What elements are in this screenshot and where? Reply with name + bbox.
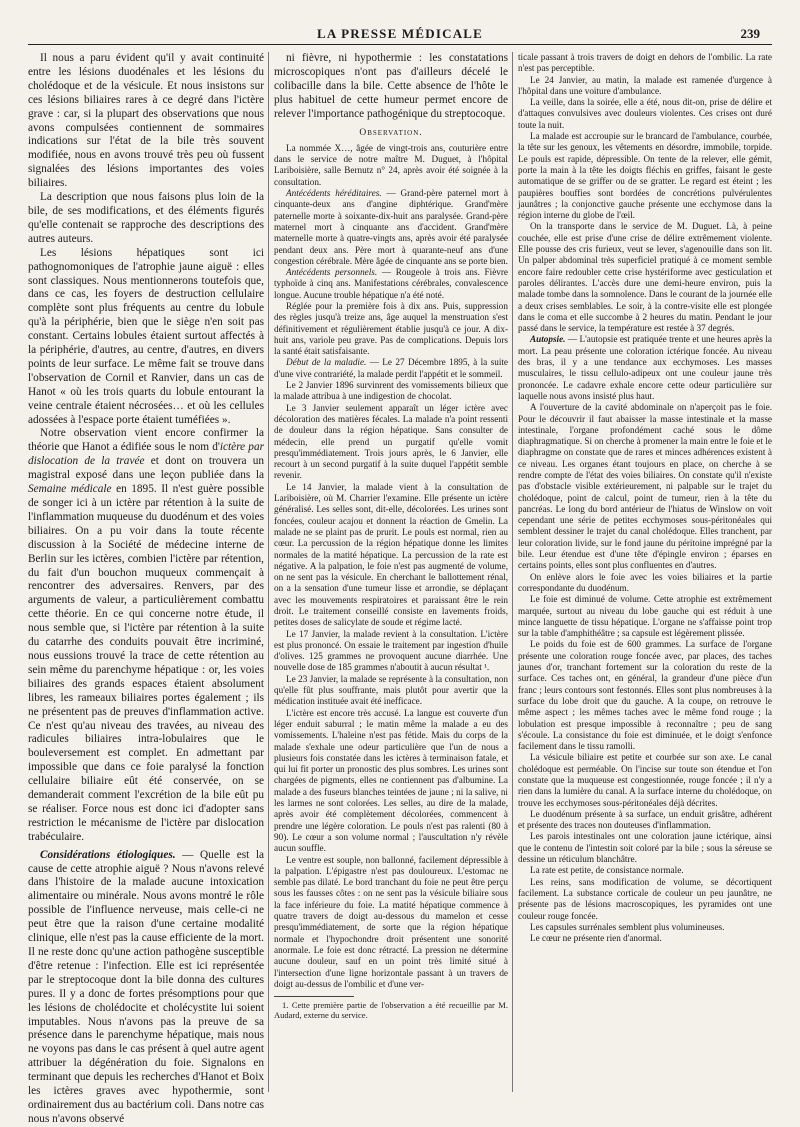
paragraph: Le 17 Janvier, la malade revient à la consultation. L'ictère est plus prononcé. On essaie le traitement par ingestion d'huile d'olives. 125 grammes ne provoquent aucune diarrhée. Une nouvelle dose de 185 grammes n'aboutit à aucun résultat ¹. (274, 628, 508, 673)
paragraph: Le 24 Janvier, au matin, la malade est ramenée d'urgence à l'hôpital dans une voiture d'ambulance. (518, 74, 772, 96)
paragraph: Il nous a paru évident qu'il y avait continuité entre les lésions duodénales et les lésions du cholédoque et de la vésicule. Et nous insistons sur ces lésions biliaires rares à ce degré dans l'ictère grave : car, si la plupart des observations que nous avons compulsées contiennent de sommaires indications sur l'état de la bile très souvent modifiée, nous en avons trouvé très peu où fussent signalées des lésions importantes des voies biliaires. (28, 52, 264, 190)
paragraph: Les reins, sans modification de volume, se décortiquent facilement. La substance corticale de couleur un peu jaunâtre, ne présente pas de lésions macroscopiques, les pyramides ont une couleur rouge foncée. (518, 876, 772, 921)
paragraph: La malade est accroupie sur le brancard de l'ambulance, courbée, la tête sur les genoux, les vêtements en désordre, immobile, torpide. Le pouls est rapide, dépressible. On tente de la relever, elle gémit, porte la main à la tête les doigts fléchis en griffes, faisant le geste automatique de se griffer ou de se gratter. Le regard est éteint ; les paupières bouffies sont bordées de concrétions pulvérulentes jaunâtres ; la conjonctive gauche présente une ecchymose dans la région interne du globe de l'œil. (518, 131, 772, 221)
section-heading: Considérations étiologiques. (40, 848, 176, 861)
paragraph: La rate est petite, de consistance normale. (530, 865, 684, 876)
observation-heading: Observation. (359, 127, 423, 138)
paragraph: L'ictère est encore très accusé. La langue est couverte d'un léger enduit saburral ; le matin même la malade a eu des vomissements. L'haleine n'est pas fétide. Mais du corps de la malade s'exhale une odeur particulière que l'un de nous a plusieurs fois constatée dans les ictères à terminaison fatale, et qui lui fit porter un pronostic des plus sombres. Les urines sont chargées de pigments, elles ne contiennent pas d'albumine. La malade a des fuseurs blanches teintées de jaune ; ni la salive, ni les larmes ne sont colorées. Les selles, au dire de la malade, après avoir été complètement décolorées, commencent à prendre une légère coloration. Le pouls n'est pas ralenti (80 à 90). Le cœur a son volume normal ; l'auscultation n'y révèle aucun souffle. (274, 707, 508, 854)
paragraph (28, 849, 264, 1127)
page-header (0, 0, 800, 46)
italic-term: Semaine médicale (28, 483, 112, 496)
text: — Grand-père paternel mort à cinquante-deux ans d'angine diphtérique. Grand'mère paternelle morte à soixante-dix-huit ans paralysée. Grand-père maternel mort à cinquante ans d'accident. Grand'mère maternelle morte à quatre-vingts ans, après avoir été paralysée pendant deux ans. Père mort à quarante-neuf ans d'une congestion cérébrale. Mère âgée de cinquante ans se porte bien. (274, 188, 508, 266)
paragraph: A l'ouverture de la cavité abdominale on n'aperçoit pas le foie. Pour le découvrir il faut abaisser la masse intestinale et la masse intestinale, l'organe profondément caché sous le dôme diaphragmatique. Si on cherche à promener la main entre le foie et le diaphragme on constate que de rares et minces adhérences existent à ce niveau. Les organes étant toujours en place, on cherche à se rendre compte de l'état des voies biliaires. On constate qu'il n'existe pas d'obstacle visible extérieurement, ni palpable sur le trajet du cholédoque, point de calcul, point de tumeur, rien à la tête du pancréas. Le long du bord antérieur de l'hiatus de Winslow on voit cependant une série de petites ecchymoses sous-péritonéales qui semblent dessiner le trajet du canal cholédoque. Elles tranchent, par leur coloration livide, sur le fond jaune du péritoine imprégné par la bile. Leur étendue est d'une tête d'épingle environ ; éparses en certains points, elles sont plus confluentes en d'autres. (518, 402, 772, 571)
running-title: LA PRESSE MÉDICALE (316, 26, 484, 41)
text: — Quelle est la cause de cette atrophie aiguë ? Nous n'avons relevé dans l'histoire de la malade aucune intoxication alimentaire ou minérale. Nous avons montré le rôle possible de l'influence nerveuse, mais celle-ci ne peut être que la raison d'une certaine modalité clinique, elle n'est pas la cause efficiente de la mort. Il ne reste donc qu'une action pathogène susceptible d'être retenue : l'infection. Elle est ici représentée par le streptocoque dont la bile donna des cultures pures. Il y a donc de fortes présomptions pour que les lésions de cholédocite et cholécystite lui soient imputables. Nous n'avons pas la preuve de sa présence dans le parenchyme hépatique, mais nous ne voyons pas dans le cas présent à quel autre agent attribuer la dégénération du foie. Signalons en terminant que depuis les recherches d'Hanot et Boix les ictères graves avec hypothermie, sont ordinairement dus au bactérium coli. Dans notre cas nous n'avons observé (28, 848, 264, 1125)
subheading: Antécédents personnels. (286, 267, 378, 278)
paragraph: Les parois intestinales ont une coloration jaune ictérique, ainsi que le contenu de l'intestin soit coloré par la bile ; sous la séreuse se dessine un réticulum blanchâtre. (518, 831, 772, 865)
column-2 (274, 52, 508, 1092)
paragraph (28, 427, 264, 844)
footnote-separator (274, 996, 354, 997)
text: — Le 27 Décembre 1895, à la suite d'une vive contrariété, la malade perdit l'appétit et le sommeil. (274, 357, 509, 379)
paragraph: Réglée pour la première fois à dix ans. Puis, suppression des règles jusqu'à treize ans, âge auquel la menstruation s'est définitivement et régulièrement établie jusqu'à ce jour. A dix-huit ans, variole peu grave. Pas de complications. Depuis lors la santé était satisfaisante. (274, 300, 508, 357)
paragraph: On enlève alors le foie avec les voies biliaires et la partie correspondante du duodénum. (518, 571, 772, 593)
paragraph: On la transporte dans le service de M. Duguet. Là, à peine couchée, elle est prise d'une crise de délire extrêmement violente. Elle pousse des cris furieux, veut se lever, s'agenouille dans son lit. Un palper abdominal très superficiel pratiqué à ce moment semble encore faire redoubler cette crise hystériforme avec gesticulation et paroles délirantes. L'accès dure une demi-heure environ, puis la malade tombe dans la somnolence. Dans le courant de la journée elle a deux crises semblables. Le soir, à la contre-visite elle est plongée dans le coma et elle succombe à 2 heures du matin. Pendant le jour passé dans le service, la température est restée à 37 degrés. (518, 221, 772, 334)
paragraph: Le 14 Janvier, la malade vient à la consultation de Lariboisière, où M. Charrier l'examine. Elle présente un ictère généralisé. Les selles sont, dit-elle, décolorées. Les urines sont foncées, couleur acajou et donnent la réaction de Gmelin. La malade ne se plaint pas de prurit. Le pouls est normal, rien au cœur. La percussion de la région hépatique donne les limites normales de la matité hépatique. La percussion de la rate est négative. A la palpation, le foie n'est pas augmenté de volume, on ne sent pas la vésicule. En cherchant le ballottement rénal, on a la sensation d'une tumeur lisse et arrondie, se déplaçant avec les mouvements respiratoires et paraissant être le rein droit. Le traitement conseillé consiste en lavements froids, petites doses de salicylate de soude et régime lacté. (274, 481, 508, 628)
paragraph: La description que nous faisons plus loin de la bile, de ses modifications, et des éléments figurés qu'elle contenait se rapproche des descriptions des autres auteurs. (28, 191, 264, 245)
subheading: Autopsie. (530, 334, 566, 345)
paragraph: Le foie est diminué de volume. Cette atrophie est extrêmement marquée, surtout au niveau du lobe gauche qui est réduit à une mince languette de tissu hépatique. L'organe ne s'affaisse point trop sur la table d'amphithéâtre ; sa capsule est légèrement plissée. (518, 594, 772, 639)
text: Notre observation vient encore confirmer la théorie que Hanot a édifiée sous le nom d' (28, 427, 264, 454)
paragraph (518, 334, 772, 402)
paragraph: Les lésions hépatiques sont ici pathognomoniques de l'atrophie jaune aiguë : elles sont classiques. Nous mentionnerons toutefois que, dans ce cas, les foyers de destruction cellulaire complète sont plus fréquents au centre du lobule qu'à la périphérie, bien que le siège n'en soit pas constant. Certains lobules étaient surtout affectés à la périphérie, d'autres, au centre, d'autres, en divers points de leur surface. Le même fait se trouve dans l'observation de Cornil et Ranvier, dans un cas de Hanot « où les trois quarts du lobule entourant la veine centrale étaient nécrosées… et où les cellules adossées à l'espace porte étaient tuméfiées ». (28, 246, 264, 426)
italic-term: ictère par dislocation de la travée (28, 441, 264, 468)
page-number: 239 (740, 26, 760, 41)
text: et dont on trouvera un magistral exposé dans une leçon publiée dans la (28, 455, 264, 482)
paragraph (274, 267, 508, 301)
column-3 (518, 52, 772, 1092)
paragraph: Le duodénum présente à sa surface, un enduit grisâtre, adhérent et présente des traces non douteuses d'inflammation. (518, 808, 772, 831)
text: — Rougeole à trois ans. Fièvre typhoïde à cinq ans. Manifestations cérébrales, convalescence longue. Aucune trouble hépatique n'a été noté. (274, 267, 509, 300)
paragraph: Le cœur ne présente rien d'anormal. (530, 933, 662, 944)
column-1 (28, 52, 264, 1125)
paragraph: Le 2 Janvier 1896 survinrent des vomissements bilieux que la malade attribua à une indigestion de chocolat. (274, 380, 508, 402)
paragraph (274, 188, 508, 267)
paragraph: La vésicule biliaire est petite et courbée sur son axe. Le canal cholédoque est perméable. On l'incise sur toute son étendue et l'on constate que la muqueuse est congestionnée, rouge foncée ; il n'y a rien dans la lumière du canal. A la surface interne du cholédoque, on trouve les ecchymoses sous-péritonéales déjà décrites. (518, 752, 772, 808)
subheading: Antécédents héréditaires. (286, 188, 382, 199)
text: en 1895. Il n'est guère possible de songer ici à un ictère par rétention à la suite de l'inflammation muqueuse du duodénum et des voies biliaires. On a pu voir dans la toute récente discussion à la Société de médecine interne de Berlin sur les ictères, combien l'ictère par rétention, du fait d'un bouchon muqueux commençait à rencontrer des adversaires. Renvers, par des arguments de valeur, a particulièrement combattu cette théorie. En ce qui concerne notre étude, il nous semble que, si l'ictère par rétention à la suite du catarrhe des conduits pouvait être incriminé, nous eussions trouvé la trace de cette rétention au sein même du parenchyme hépatique : or, les voies biliaires des grands espaces étaient absolument libres, les rameaux biliaires portes également ; ils ne présentent pas de preuves d'inflammation active. Ce n'est qu'au niveau des travées, au niveau des radicules biliaires intra-lobulaires que le bouleversement est complet. En admettant par impossible que dans ce foie paralysé la fonction cellulaire biliaire eût été conservée, on se demanderait comment l'excrétion de la bile eût pu se réaliser. Force nous est donc ici d'adopter sans restriction le mécanisme de l'ictère par dislocation trabéculaire. (28, 483, 264, 843)
paragraph (274, 357, 508, 380)
paragraph: La veille, dans la soirée, elle a été, nous dit-on, prise de délire et d'attaques convulsives avec douleurs violentes. Ces crises ont duré toute la nuit. (518, 97, 772, 130)
text: — L'autopsie est pratiquée trente et une heures après la mort. La peau présente une coloration ictérique foncée. Au niveau des bras, il y a une tendance aux ecchymoses. Les masses musculaires, le tissu cellulo-adipeux ont une couleur jaune très prononcée. Le cadavre exhale encore cette odeur particulière sur laquelle nous avons insisté plus haut. (518, 334, 772, 401)
column-divider (268, 52, 269, 1092)
column-divider (512, 52, 513, 1092)
subheading: Début de la maladie. (286, 357, 367, 368)
paragraph: La nommée X…, âgée de vingt-trois ans, couturière entre dans le service de notre maître M. Duguet, à l'hôpital Lariboisière, salle Bernutz n° 24, après avoir été soignée à la consultation. (274, 142, 508, 187)
header-rule (28, 44, 772, 45)
paragraph: ni fièvre, ni hypothermie : les constatations microscopiques n'ont pas d'ailleurs décelé le colibacille dans la bile. Cette absence de l'hôte le plus habituel de cette humeur permet encore de relever l'importance pathogénique du streptocoque. (274, 52, 508, 120)
paragraph: Le 3 Janvier seulement apparaît un léger ictère avec décoloration des matières fécales. La malade n'a point ressenti de douleur dans la région hépatique. Sans consulter de médecin, elle prend un purgatif qu'elle vomit presqu'immédiatement. Trois jours après, le 6 Janvier, elle recourt à un second purgatif à la suite duquel l'appétit semble revenir. (274, 402, 508, 481)
paragraph: Le poids du foie est de 600 grammes. La surface de l'organe présente une coloration rouge foncée avec, par places, des taches jaunes d'or, tranchant fortement sur la coloration du reste de la surface. Ces taches ont, en général, la grandeur d'une pièce d'un franc ; leurs contours sont festonnés. Elles sont plus nombreuses à la surface du lobe droit que du gauche. A la coupe, on retrouve le même aspect ; les mêmes taches avec le même fond rouge ; la lobulation est presque impossible à reconnaître ; peu de sang s'écoule. La consistance du foie est diminuée, et le doigt s'enfonce facilement dans le tissu ramolli. (518, 639, 772, 752)
paragraph: Le ventre est souple, non ballonné, facilement dépressible à la palpation. L'épigastre n'est pas douloureux. L'estomac ne semble pas dilaté. Le bord tranchant du foie ne peut être perçu sous les fausses côtes : on ne sent pas la vésicule biliaire sous la face inférieure du foie. La matité hépatique commence à quatre travers de doigt au-dessous du mamelon et cesse presqu'immédiatement, de sorte que la région hépatique normale et l'hypochondre droit présentent une sonorité anormale. Le foie est donc rétracté. La pression ne détermine aucune douleur, sauf en un point très limité situé à l'intersection d'une ligne horizontale passant à un travers de doigt au-dessus de l'ombilic et d'une ver- (274, 854, 508, 989)
paragraph: Les capsules surrénales semblent plus volumineuses. (530, 921, 725, 932)
paragraph: ticale passant à trois travers de doigt en dehors de l'ombilic. La rate n'est pas perceptible. (518, 52, 772, 74)
footnote: 1. Cette première partie de l'observation a été recueillie par M. Audard, externe du service. (274, 1000, 508, 1021)
paragraph: Le 23 Janvier, la malade se représente à la consultation, non qu'elle fût plus souffrante, mais plutôt pour avertir que la médication instituée avait été inefficace. (274, 673, 508, 707)
